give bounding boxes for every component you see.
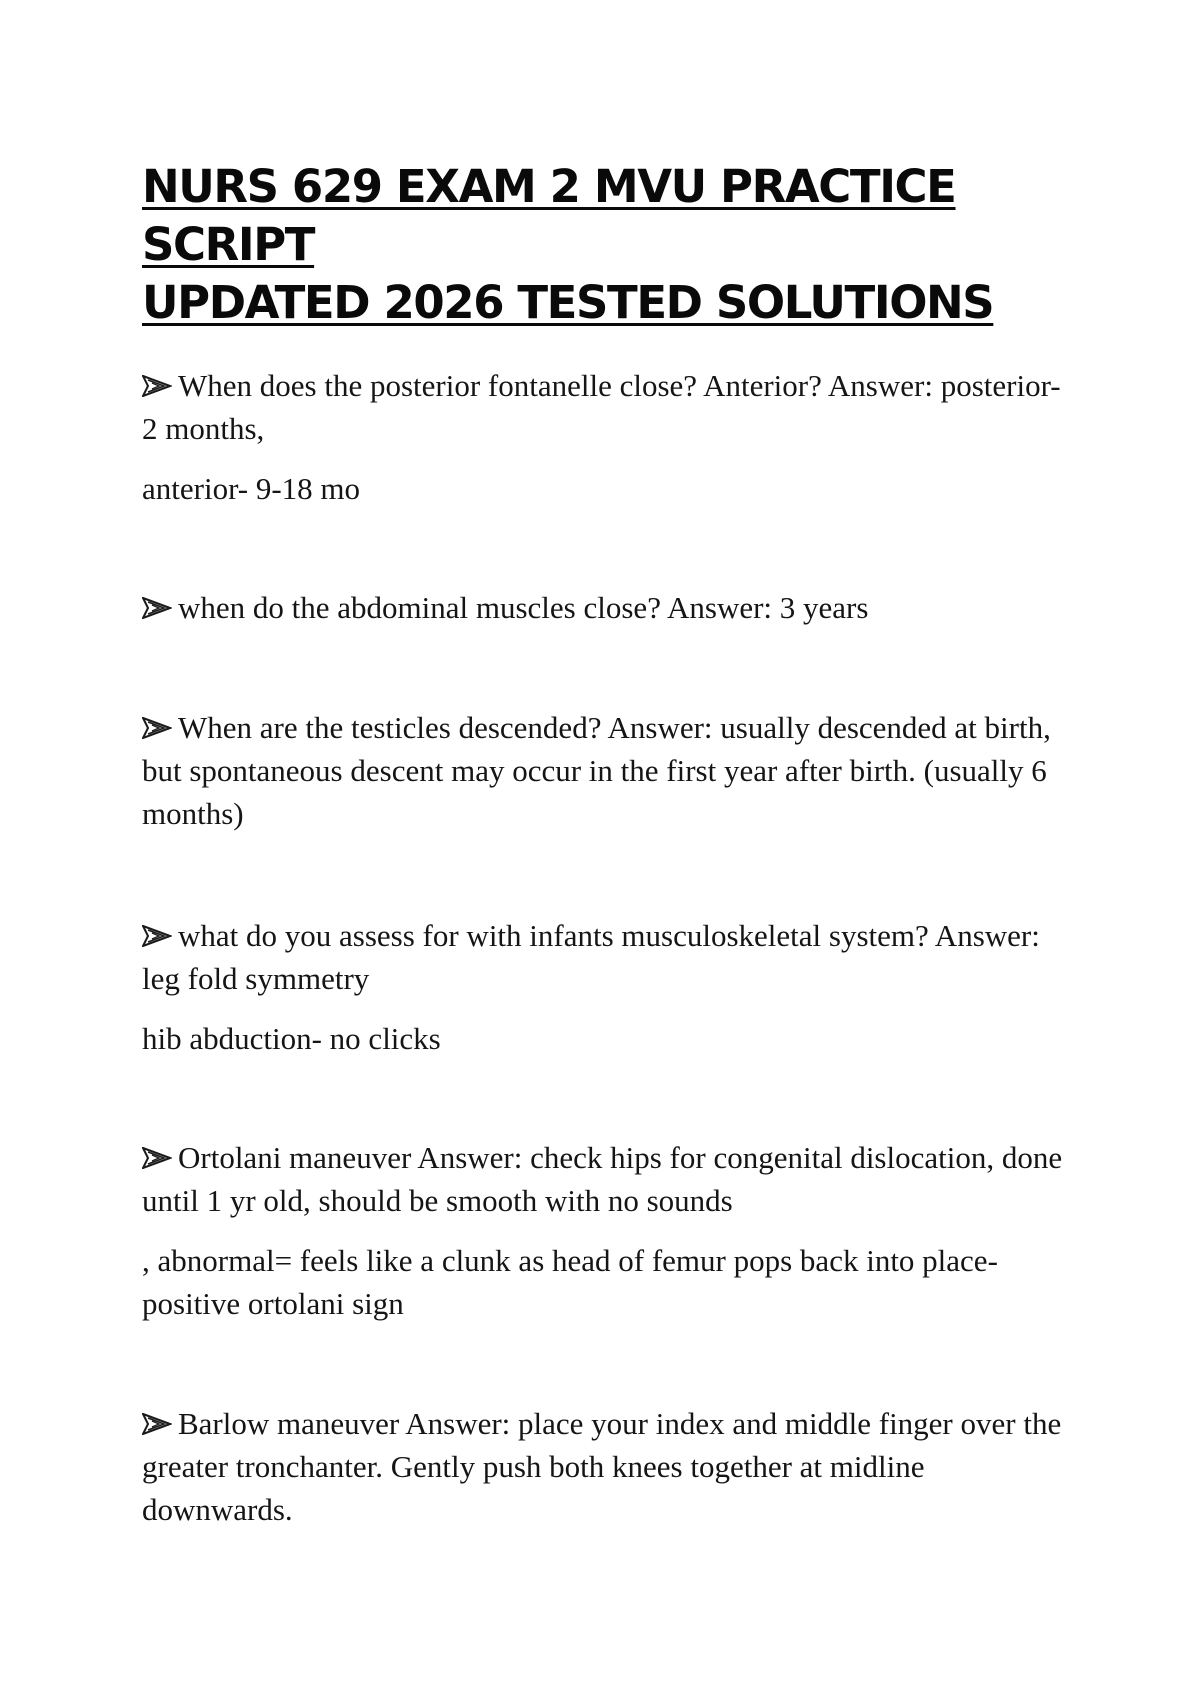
qa-question-paragraph (142, 364, 1072, 450)
document-title (142, 158, 1072, 332)
title-line: NURS 629 EXAM 2 MVU PRACTICE SCRIPT (142, 160, 956, 271)
qa-text: Ortolani maneuver Answer: check hips for congenital dislocation, done until 1 yr old, should be smooth with no sounds (142, 1140, 1063, 1218)
qa-item (142, 364, 1072, 510)
qa-question-paragraph (142, 1136, 1072, 1222)
qa-text: hib abduction- no clicks (142, 1021, 441, 1056)
qa-question-paragraph (142, 706, 1072, 835)
qa-item (142, 914, 1072, 1060)
qa-text: When are the testicles descended? Answer: usually descended at birth, but spontaneous descent may occur in the first year after birth. (usually 6 months) (142, 710, 1051, 831)
qa-text: , abnormal= feels like a clunk as head of femur pops back into place- positive ortolani sign (142, 1243, 998, 1321)
qa-text: what do you assess for with infants musculoskeletal system? Answer: leg fold symmetry (142, 918, 1040, 996)
arrow-bullet-icon (142, 597, 172, 619)
arrow-bullet-icon (142, 375, 172, 397)
qa-question-paragraph (142, 586, 1072, 629)
qa-item (142, 1136, 1072, 1325)
qa-item (142, 586, 1072, 629)
qa-item (142, 1402, 1072, 1531)
arrow-bullet-icon (142, 717, 172, 739)
qa-text: Barlow maneuver Answer: place your index and middle finger over the greater tronchanter. Gently push both knees together at midline downwards. (142, 1406, 1062, 1527)
qa-question-paragraph (142, 914, 1072, 1000)
qa-answer-paragraph (142, 467, 1072, 510)
arrow-bullet-icon (142, 1413, 172, 1435)
arrow-bullet-icon (142, 1147, 172, 1169)
title-line: UPDATED 2026 TESTED SOLUTIONS (142, 276, 994, 329)
qa-question-paragraph (142, 1402, 1072, 1531)
qa-answer-paragraph (142, 1017, 1072, 1060)
qa-text: when do the abdominal muscles close? Answer: 3 years (178, 590, 869, 625)
arrow-bullet-icon (142, 925, 172, 947)
qa-text: anterior- 9-18 mo (142, 471, 361, 506)
qa-item (142, 706, 1072, 835)
qa-text: When does the posterior fontanelle close? Anterior? Answer: posterior- 2 months, (142, 368, 1061, 446)
qa-answer-paragraph (142, 1239, 1072, 1325)
